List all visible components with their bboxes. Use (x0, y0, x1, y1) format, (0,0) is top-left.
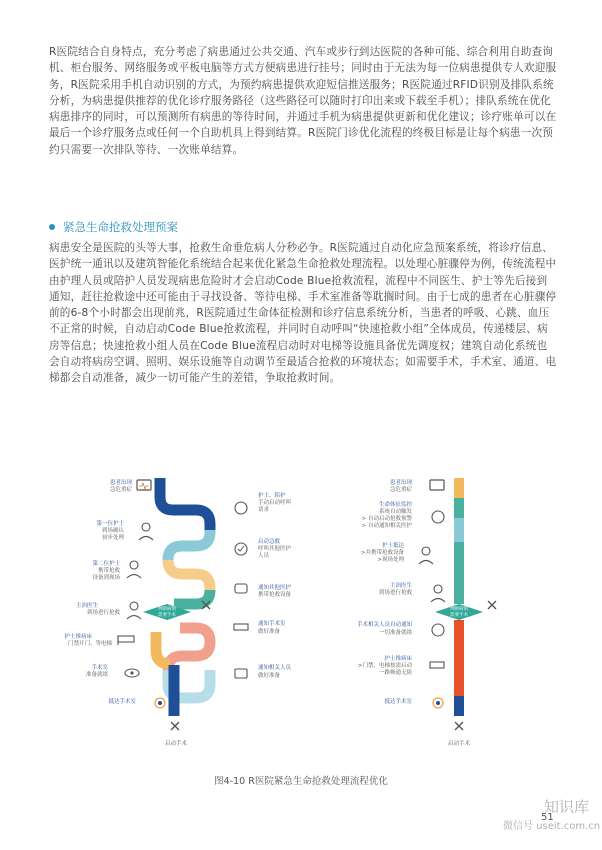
r-1a: 生命体征监控 (378, 502, 412, 508)
bed2-icon (234, 624, 248, 630)
ll-5b: 准备就绪 (85, 672, 108, 678)
right-path (454, 478, 464, 716)
path-seg-2 (168, 530, 210, 560)
phone-icon (235, 584, 247, 593)
nurse-icon (142, 523, 150, 531)
ll-5a: 手术室 (91, 665, 108, 671)
ll-1b: 到场确认 (101, 528, 124, 534)
lr-1b: 呼叫其他医护 (258, 546, 292, 552)
doctor-icon (130, 602, 138, 610)
doctor2-icon (434, 585, 442, 593)
r-5a: 护士推病床 (384, 656, 412, 662)
ll-2c: 设备到现场 (92, 575, 120, 581)
path-seg-3 (168, 560, 210, 590)
ll-1c: 初步处理 (101, 535, 124, 541)
lr-4b: 做好准备 (258, 673, 281, 679)
r-2b: >并携带抢救设备 (360, 550, 404, 556)
right-end-label: 启动手术 (447, 741, 471, 747)
bullet-icon (49, 224, 55, 230)
r-6a: 抵达手术室 (384, 699, 412, 705)
path-seg-4 (174, 590, 210, 604)
watermark-brand: 知识库 (544, 798, 590, 816)
tools2-icon (488, 601, 496, 609)
left-end-label: 启动手术 (164, 741, 188, 747)
r-1b: 系统自动触发 (378, 509, 412, 515)
lr-2b: 携带抢救设备 (258, 592, 292, 598)
monitor2-icon (430, 480, 444, 490)
page-number: 51 (541, 812, 554, 823)
nurse2-icon (130, 561, 138, 569)
r-3b: 到场进行抢救 (378, 590, 412, 596)
lr-1a: 启动急救 (258, 539, 281, 545)
path-seg-1 (160, 478, 210, 530)
right-diamond-text-2: 需要手术 (450, 613, 468, 618)
lr-3a: 通知手术室 (258, 621, 286, 627)
emergency-paragraph: 病患安全是医院的头等大事，抢救生命垂危病人分秒必争。R医院通过自动化应急预案系统，将诊疗信息、医护统一通讯以及建筑智能化系统结合起来优化紧急生命抢救处理流程。以处理心脏骤停为例，传统流程中由护理人员或陪护人员发现病患危险时才会启动Code Blue抢救流程，流程中不同医生、护士等先后接到通知，赶往抢救途中还可能由于寻找设备、等待电梯、手术室准备等耽搁时间。由于七成的患者在心脏骤停前的6-8个小时都会出现前兆，R医院通过生命体征检测和诊疗信息系统分析，当患者的呼吸、心跳、血压不正常的时候，自动启动Code Blue抢救流程，并同时自动呼叫“快速抢救小组”全体成员，传递楼层、病房等信息；快速抢救小组人员在Code Blue流程启动时对电梯等设施具备优先调度权；建筑自动化系统也会自动将病房空调、照明、娱乐设施等自动调节至最适合抢救的环境状态；如需要手术，手术室、通道、电梯都会自动准备，减少一切可能产生的差错，争取抢救时间。 (49, 242, 557, 385)
r-2c: >现场处理 (377, 557, 404, 563)
ll-0b: 急危重症 (109, 487, 132, 493)
watermark-site: 微信号 useit.com.cn (503, 821, 601, 832)
ll-3a: 主治医生 (75, 603, 98, 609)
r-4b: 一切准备就绪 (378, 630, 412, 636)
figure-caption: 图4-10 R医院紧急生命抢救处理流程优化 (214, 776, 388, 787)
ll-4b: 门禁开门、等电梯 (67, 641, 112, 647)
lr-0b: 手动启动呼叫 (258, 500, 292, 506)
ll-2b: 携带抢救 (97, 568, 120, 574)
nurse3-icon (422, 547, 430, 555)
r-1c: > 自动启动抢救预警 (361, 516, 412, 522)
path-seg-7 (156, 632, 170, 664)
r-5b: >门禁、电梯按需启动 (357, 663, 412, 669)
r-3a: 主治医生 (389, 583, 412, 589)
lr-0a: 护士、陪护 (258, 493, 286, 499)
ll-3b: 到场进行抢救 (86, 610, 120, 616)
section-heading (49, 219, 178, 235)
r-0b: 急危重症 (389, 487, 412, 493)
ll-4a: 护士推病床 (64, 634, 92, 640)
surgery-icon (171, 722, 179, 730)
plus2-icon (432, 511, 444, 523)
bed3-icon (430, 662, 444, 668)
check2-icon (432, 624, 444, 636)
intro-paragraph: R医院结合自身特点，充分考虑了病患通过公共交通、汽车或步行到达医院的各种可能、综合利用自助查询机、柜台服务、网络服务或平板电脑等方式方便病患进行挂号；同时由于无法为每一位病患提供专人欢迎服务，R医院采用手机自动识别的方式，为预约病患提供欢迎短信推送服务；R医院通过RFID识别及排队系统分析，为病患提供推荐的优化诊疗服务路径（这些路径可以随时打印出来或下载至手机）；排队系统在优化病患排序的同时，可以预测所有病患的等待时间，并通过手机为病患提供更新和优化建议；诊疗账单可以在最后一个诊疗服务点或任何一个自助机具上得到结算。R医院门诊优化流程的终极目标是让每个病患一次预约只需要一次排队等待、一次账单结算。 (49, 46, 557, 156)
lr-1c: 人员 (258, 553, 270, 559)
plus-icon (235, 502, 247, 514)
r-0a: 患者出现 (389, 480, 412, 486)
lr-3b: 做好准备 (258, 629, 281, 635)
chat-icon (235, 669, 247, 678)
lr-0c: 请求 (258, 507, 270, 513)
ll-0a: 患者出现 (109, 480, 132, 486)
r-5c: 一路畅通无阻 (378, 670, 412, 676)
left-diamond-text-2: 需要手术 (158, 613, 176, 618)
r-4a: 手术相关人员自动通知 (356, 622, 412, 628)
left-diamond-text-1: 判断病情 (158, 607, 176, 612)
bed-icon (118, 636, 134, 642)
right-diamond-text-1: 判断病情 (450, 607, 468, 612)
lr-2a: 通知其他医护 (258, 585, 292, 591)
r-1d: > 自动通知相关医护 (361, 523, 412, 529)
ll-2a: 第二位护士 (92, 561, 120, 567)
lr-4a: 通知相关人员 (258, 665, 292, 671)
surgery2-icon (455, 722, 463, 730)
section-title: 紧急生命抢救处理预案 (63, 220, 178, 234)
ll-1a: 第一位护士 (96, 521, 124, 527)
ll-6a: 抵达手术室 (108, 699, 136, 705)
emergency-flow-figure (0, 465, 602, 765)
r-2a: 护士抵达 (381, 543, 404, 549)
path-seg-5 (168, 628, 210, 670)
